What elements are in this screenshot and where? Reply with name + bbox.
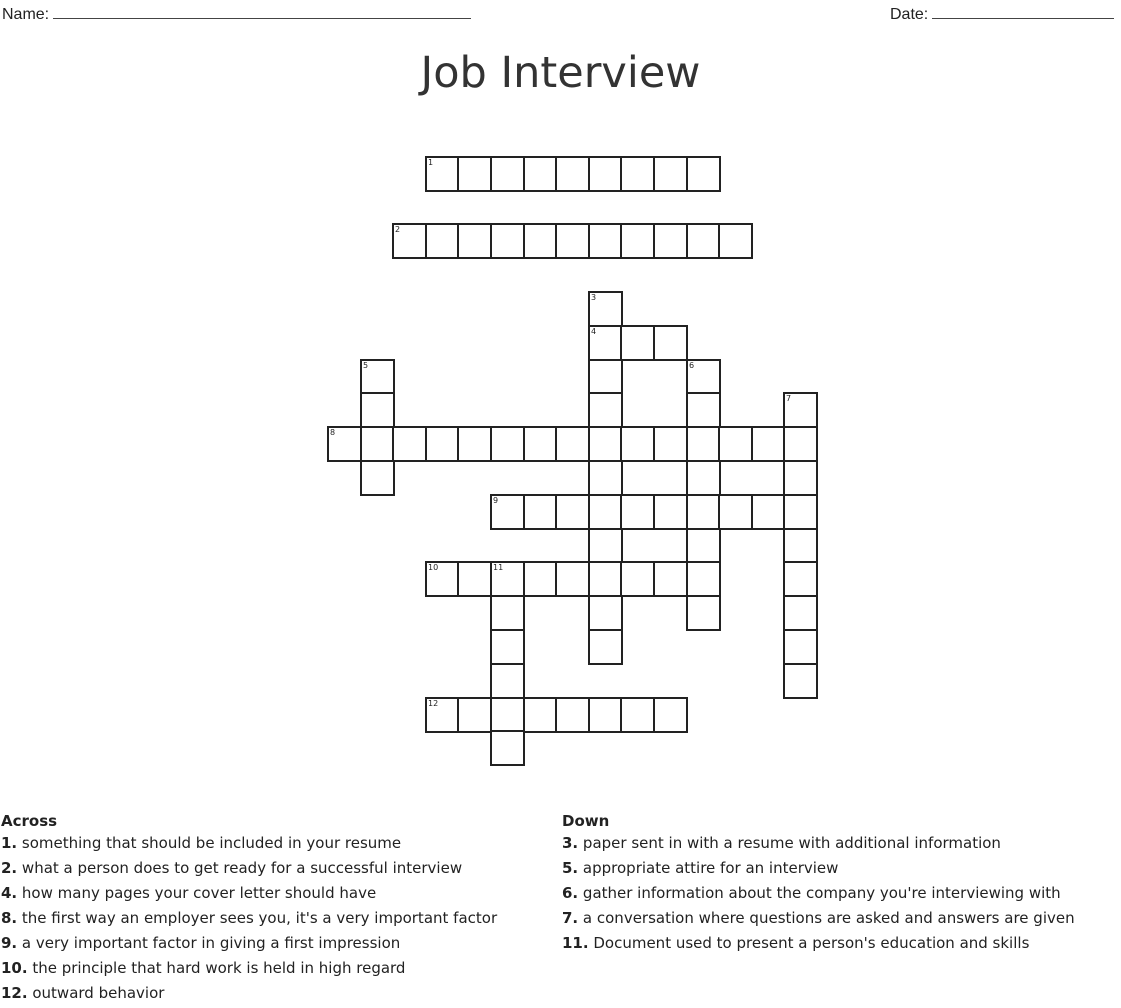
- grid-cell[interactable]: [588, 359, 623, 395]
- grid-cell[interactable]: [425, 223, 460, 259]
- date-field[interactable]: [890, 4, 1114, 24]
- grid-cell[interactable]: [718, 426, 753, 462]
- down-clue: [562, 906, 1075, 931]
- grid-cell[interactable]: [653, 697, 688, 733]
- grid-cell[interactable]: [457, 156, 492, 192]
- grid-cell[interactable]: [490, 730, 525, 766]
- clue-text: appropriate attire for an interview: [582, 859, 839, 877]
- clue-text: the principle that hard work is held in high regard: [32, 959, 406, 977]
- across-heading: Across: [1, 812, 58, 830]
- clue-num: 3.: [562, 834, 579, 852]
- grid-cell[interactable]: [490, 629, 525, 665]
- clue-num: 4.: [1, 884, 18, 902]
- grid-cell[interactable]: [588, 629, 623, 665]
- clue-text: the first way an employer sees you, it's a very important factor: [21, 909, 498, 927]
- down-clue: [562, 856, 1075, 881]
- grid-cell[interactable]: [783, 629, 818, 665]
- clue-text: outward behavior: [32, 984, 165, 1002]
- grid-cell[interactable]: [653, 494, 688, 530]
- name-line[interactable]: [53, 4, 471, 19]
- grid-cell[interactable]: [620, 426, 655, 462]
- across-clue: [1, 856, 497, 881]
- clue-number: 7: [786, 394, 792, 403]
- grid-cell[interactable]: [360, 359, 395, 395]
- across-clues: [1, 811, 497, 1006]
- clue-num: 6.: [562, 884, 579, 902]
- clue-num: 8.: [1, 909, 18, 927]
- clue-text: paper sent in with a resume with additional information: [582, 834, 1001, 852]
- down-clue: [562, 931, 1075, 956]
- clue-number: 8: [330, 428, 336, 437]
- grid-cell[interactable]: [686, 223, 721, 259]
- date-label: Date:: [890, 6, 929, 23]
- across-clue: [1, 956, 497, 981]
- down-list: [562, 831, 1075, 956]
- clue-number: 12: [428, 699, 439, 708]
- grid-cell[interactable]: [783, 426, 818, 462]
- clue-text: Document used to present a person's education and skills: [593, 934, 1030, 952]
- grid-cell[interactable]: [588, 460, 623, 496]
- date-line[interactable]: [932, 4, 1114, 19]
- grid-cell[interactable]: [718, 494, 753, 530]
- grid-cell[interactable]: [425, 426, 460, 462]
- grid-cell[interactable]: [555, 697, 590, 733]
- grid-cell[interactable]: [620, 494, 655, 530]
- clue-number: 3: [591, 293, 597, 302]
- grid-cell[interactable]: [523, 156, 558, 192]
- grid-cell[interactable]: [620, 156, 655, 192]
- grid-cell[interactable]: [751, 426, 786, 462]
- grid-cell[interactable]: [588, 561, 623, 597]
- grid-cell[interactable]: [783, 460, 818, 496]
- grid-cell[interactable]: [783, 528, 818, 564]
- clue-text: what a person does to get ready for a successful interview: [21, 859, 463, 877]
- grid-cell[interactable]: [360, 460, 395, 496]
- clue-number: 2: [395, 225, 401, 234]
- clue-text: gather information about the company you're interviewing with: [582, 884, 1061, 902]
- clue-num: 7.: [562, 909, 579, 927]
- grid-cell[interactable]: [392, 223, 427, 259]
- grid-cell[interactable]: [588, 426, 623, 462]
- grid-cell[interactable]: [620, 697, 655, 733]
- clue-number: 9: [493, 496, 499, 505]
- grid-cell[interactable]: [327, 426, 362, 462]
- clue-num: 9.: [1, 934, 18, 952]
- clue-text: how many pages your cover letter should have: [21, 884, 377, 902]
- grid-cell[interactable]: [653, 561, 688, 597]
- grid-cell[interactable]: [653, 426, 688, 462]
- grid-cell[interactable]: [686, 359, 721, 395]
- grid-cell[interactable]: [588, 325, 623, 361]
- grid-cell[interactable]: [392, 426, 427, 462]
- grid-cell[interactable]: [686, 426, 721, 462]
- across-clue: [1, 931, 497, 956]
- grid-cell[interactable]: [457, 561, 492, 597]
- grid-cell[interactable]: [457, 426, 492, 462]
- clue-num: 10.: [1, 959, 28, 977]
- grid-cell[interactable]: [686, 528, 721, 564]
- clue-number: 1: [428, 158, 434, 167]
- name-label: Name:: [2, 6, 50, 23]
- grid-cell[interactable]: [588, 494, 623, 530]
- grid-cell[interactable]: [490, 156, 525, 192]
- grid-cell[interactable]: [783, 561, 818, 597]
- grid-cell[interactable]: [686, 460, 721, 496]
- grid-cell[interactable]: [653, 325, 688, 361]
- grid-cell[interactable]: [523, 426, 558, 462]
- grid-cell[interactable]: [555, 561, 590, 597]
- grid-cell[interactable]: [653, 223, 688, 259]
- clue-num: 11.: [562, 934, 589, 952]
- grid-cell[interactable]: [588, 156, 623, 192]
- grid-cell[interactable]: [588, 291, 623, 327]
- clue-text: something that should be included in your resume: [21, 834, 402, 852]
- clue-num: 5.: [562, 859, 579, 877]
- grid-cell[interactable]: [523, 697, 558, 733]
- grid-cell[interactable]: [457, 223, 492, 259]
- grid-cell[interactable]: [490, 426, 525, 462]
- grid-cell[interactable]: [555, 223, 590, 259]
- grid-cell[interactable]: [490, 663, 525, 699]
- grid-cell[interactable]: [555, 156, 590, 192]
- grid-cell[interactable]: [588, 392, 623, 428]
- grid-cell[interactable]: [490, 561, 525, 597]
- grid-cell[interactable]: [523, 494, 558, 530]
- grid-cell[interactable]: [490, 494, 525, 530]
- across-clue: [1, 831, 497, 856]
- grid-cell[interactable]: [555, 494, 590, 530]
- grid-cell[interactable]: [686, 561, 721, 597]
- clue-number: 11: [493, 563, 504, 572]
- grid-cell[interactable]: [686, 392, 721, 428]
- grid-cell[interactable]: [425, 561, 460, 597]
- grid-cell[interactable]: [457, 697, 492, 733]
- clue-number: 6: [689, 361, 695, 370]
- across-clue: [1, 906, 497, 931]
- grid-cell[interactable]: [588, 528, 623, 564]
- clue-num: 2.: [1, 859, 18, 877]
- grid-cell[interactable]: [523, 561, 558, 597]
- page-title: Job Interview: [420, 48, 701, 98]
- grid-cell[interactable]: [653, 156, 688, 192]
- grid-cell[interactable]: [783, 392, 818, 428]
- grid-cell[interactable]: [360, 426, 395, 462]
- grid-cell[interactable]: [686, 156, 721, 192]
- grid-cell[interactable]: [620, 325, 655, 361]
- grid-cell[interactable]: [425, 156, 460, 192]
- grid-cell[interactable]: [718, 223, 753, 259]
- grid-cell[interactable]: [490, 595, 525, 631]
- clue-text: a very important factor in giving a first impression: [21, 934, 401, 952]
- grid-cell[interactable]: [783, 663, 818, 699]
- clue-num: 12.: [1, 984, 28, 1002]
- grid-cell[interactable]: [783, 494, 818, 530]
- grid-cell[interactable]: [588, 697, 623, 733]
- down-heading: Down: [562, 812, 610, 830]
- grid-cell[interactable]: [360, 392, 395, 428]
- grid-cell[interactable]: [783, 595, 818, 631]
- grid-cell[interactable]: [686, 595, 721, 631]
- grid-cell[interactable]: [686, 494, 721, 530]
- grid-cell[interactable]: [588, 223, 623, 259]
- down-clues: [562, 811, 1075, 956]
- clue-num: 1.: [1, 834, 18, 852]
- grid-cell[interactable]: [751, 494, 786, 530]
- grid-cell[interactable]: [490, 223, 525, 259]
- grid-cell[interactable]: [588, 595, 623, 631]
- clue-number: 4: [591, 327, 597, 336]
- grid-cell[interactable]: [490, 697, 525, 733]
- grid-cell[interactable]: [425, 697, 460, 733]
- down-clue: [562, 831, 1075, 856]
- grid-cell[interactable]: [523, 223, 558, 259]
- grid-cell[interactable]: [555, 426, 590, 462]
- grid-cell[interactable]: [620, 223, 655, 259]
- clue-text: a conversation where questions are asked and answers are given: [582, 909, 1075, 927]
- across-clue: [1, 881, 497, 906]
- across-clue: [1, 981, 497, 1006]
- across-list: [1, 831, 497, 1006]
- clue-number: 5: [363, 361, 369, 370]
- down-clue: [562, 881, 1075, 906]
- clue-number: 10: [428, 563, 439, 572]
- grid-cell[interactable]: [620, 561, 655, 597]
- name-field[interactable]: [2, 4, 471, 24]
